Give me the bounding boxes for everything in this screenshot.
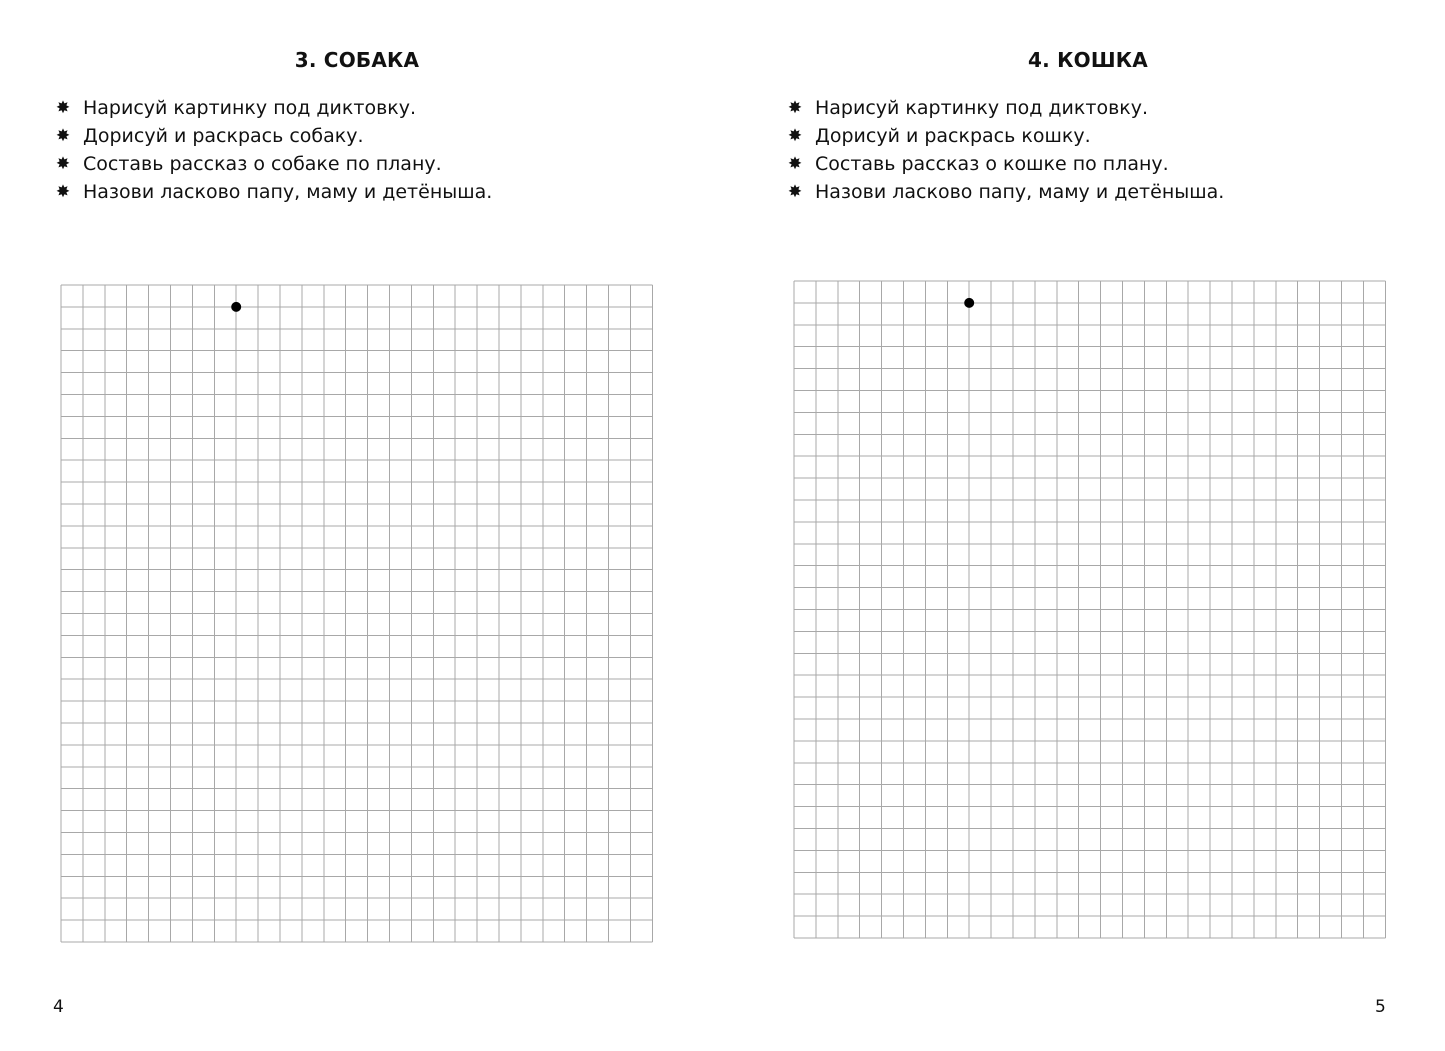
- star-bullet-icon: ✸: [55, 98, 71, 118]
- task-item: [54, 150, 492, 178]
- star-bullet-icon: ✸: [787, 182, 803, 202]
- start-dot: [964, 298, 974, 308]
- task-item: [786, 94, 1224, 122]
- page-number: 5: [1375, 997, 1386, 1017]
- star-bullet-icon: ✸: [787, 126, 803, 146]
- task-item: [786, 150, 1224, 178]
- right-page: [723, 0, 1445, 1051]
- star-bullet-icon: ✸: [787, 98, 803, 118]
- task-text: Дорисуй и раскрась кошку.: [815, 125, 1091, 147]
- start-dot: [231, 302, 241, 312]
- task-item: [54, 122, 492, 150]
- drawing-grid[interactable]: [793, 280, 1387, 939]
- page-title: 3. СОБАКА: [294, 48, 420, 72]
- task-item: [54, 94, 492, 122]
- star-bullet-icon: ✸: [55, 182, 71, 202]
- task-item: [54, 178, 492, 206]
- task-item: [786, 122, 1224, 150]
- grid-lines: [794, 281, 1385, 938]
- task-text: Составь рассказ о собаке по плану.: [83, 153, 442, 175]
- page-number: 4: [53, 997, 64, 1017]
- star-bullet-icon: ✸: [55, 154, 71, 174]
- task-list: [786, 94, 1224, 206]
- task-text: Нарисуй картинку под диктовку.: [815, 97, 1149, 119]
- left-page: [0, 0, 722, 1051]
- task-text: Назови ласково папу, маму и детёныша.: [815, 181, 1225, 203]
- task-text: Составь рассказ о кошке по плану.: [815, 153, 1169, 175]
- task-text: Назови ласково папу, маму и детёныша.: [83, 181, 493, 203]
- task-text: Дорисуй и раскрась собаку.: [83, 125, 364, 147]
- star-bullet-icon: ✸: [787, 154, 803, 174]
- star-bullet-icon: ✸: [55, 126, 71, 146]
- task-text: Нарисуй картинку под диктовку.: [83, 97, 417, 119]
- drawing-grid[interactable]: [60, 284, 654, 943]
- task-list: [54, 94, 492, 206]
- grid-lines: [61, 285, 652, 942]
- task-item: [786, 178, 1224, 206]
- page-title: 4. КОШКА: [1028, 48, 1148, 72]
